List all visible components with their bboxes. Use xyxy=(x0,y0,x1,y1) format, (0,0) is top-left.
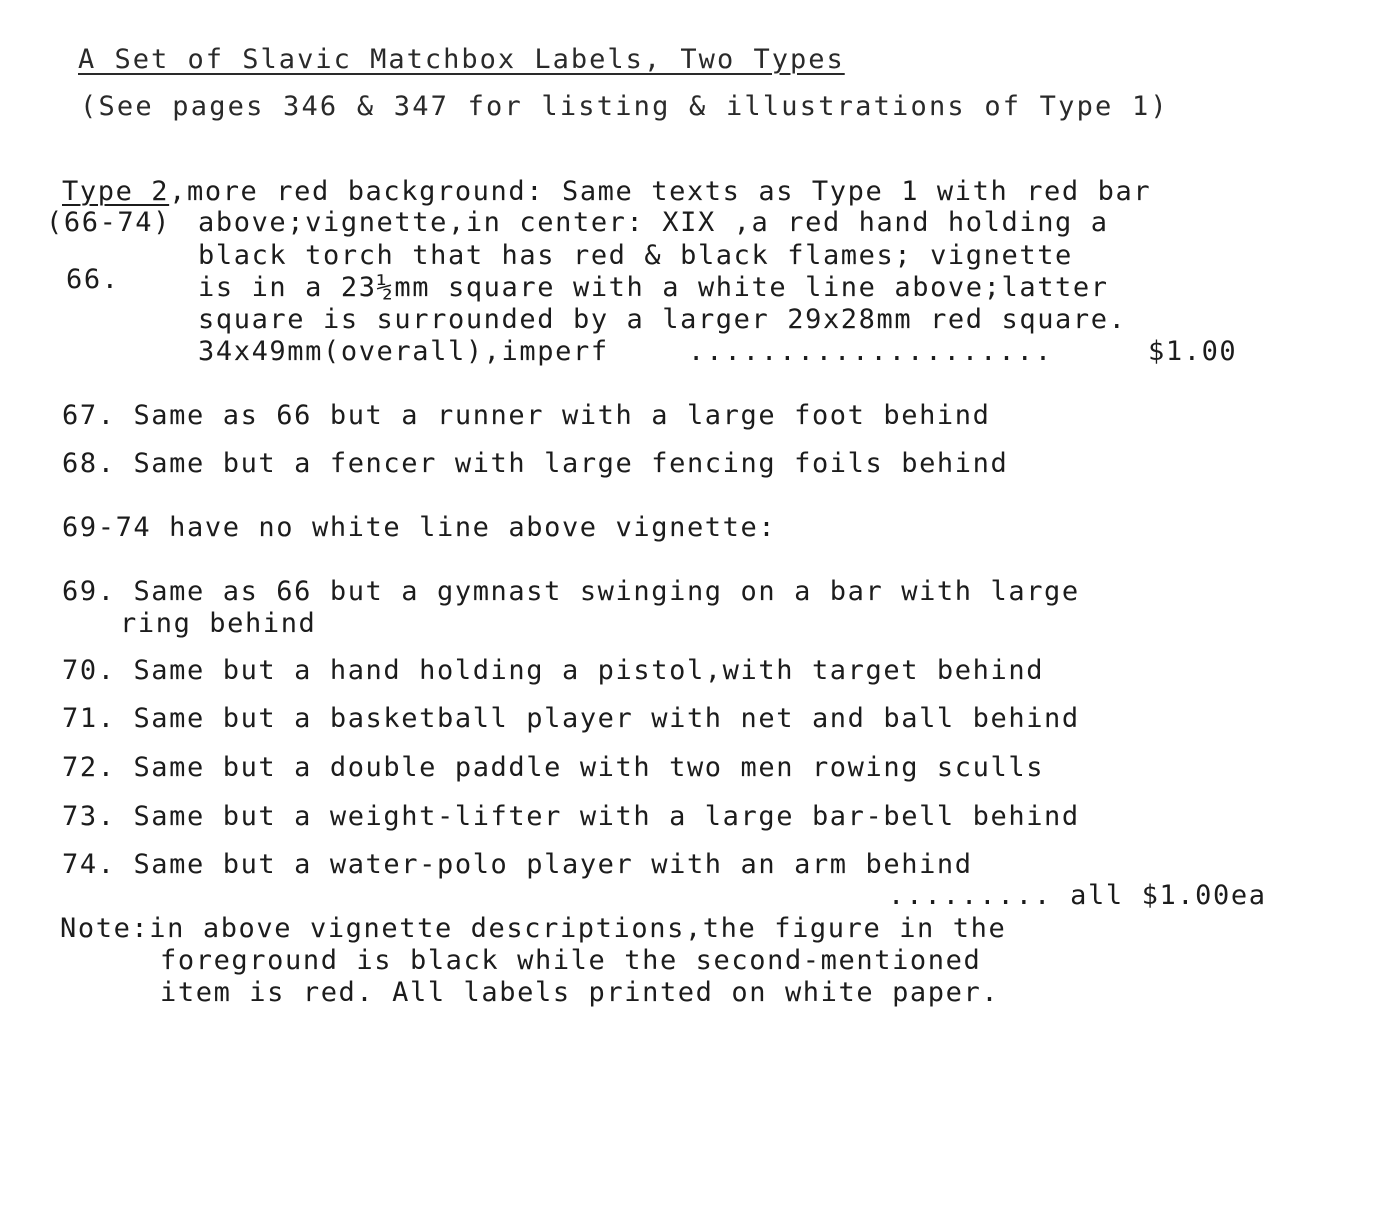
type2-line-4: is in a 23½mm square with a white line above;latter xyxy=(198,272,1109,303)
item-text: Same as 66 but a gymnast swinging on a bar with large xyxy=(133,576,1080,607)
item-text: Same but a fencer with large fencing foils behind xyxy=(133,448,1009,479)
item-number-66: 66. xyxy=(66,264,120,295)
price-leader-dots: ......... xyxy=(888,880,1053,911)
list-item xyxy=(62,655,1044,687)
list-item xyxy=(62,801,1080,833)
list-item xyxy=(62,849,973,881)
all-price-line xyxy=(888,880,1267,912)
note-line-3: item is red. All labels printed on white paper. xyxy=(160,977,1000,1008)
item-text: Same but a double paddle with two men rowing sculls xyxy=(133,752,1045,783)
group-note: 69-74 have no white line above vignette: xyxy=(62,512,777,543)
item-number: 71. xyxy=(62,703,116,734)
list-item xyxy=(62,448,1008,480)
item-text: Same but a water-polo player with an arm behind xyxy=(133,849,973,880)
type2-line-2: above;vignette,in center: XIX ,a red hand holding a xyxy=(198,207,1109,238)
item-number: 73. xyxy=(62,801,116,832)
document-title: A Set of Slavic Matchbox Labels, Two Types xyxy=(78,44,845,75)
all-price: all $1.00ea xyxy=(1070,880,1267,911)
item-66-price: $1.00 xyxy=(1148,336,1238,367)
list-item xyxy=(62,752,1044,784)
type2-line-5: square is surrounded by a larger 29x28mm red square. xyxy=(198,304,1127,335)
document-subtitle: (See pages 346 & 347 for listing & illustrations of Type 1) xyxy=(80,91,1169,122)
item-text: Same as 66 but a runner with a large foot behind xyxy=(133,400,991,431)
price-leader-dots: .................... xyxy=(688,336,1054,367)
type2-range: (66-74) xyxy=(46,207,171,238)
note-line-1: Note:in above vignette descriptions,the figure in the xyxy=(60,913,1007,944)
item-text: Same but a hand holding a pistol,with target behind xyxy=(133,655,1045,686)
item-number: 68. xyxy=(62,448,116,479)
item-number: 72. xyxy=(62,752,116,783)
item-text: Same but a basketball player with net and ball behind xyxy=(133,703,1080,734)
item-69-continuation: ring behind xyxy=(120,608,317,639)
item-number: 70. xyxy=(62,655,116,686)
note-line-2: foreground is black while the second-mentioned xyxy=(160,945,982,976)
item-number: 67. xyxy=(62,400,116,431)
type2-first-line xyxy=(62,176,1151,208)
list-item xyxy=(62,576,1080,608)
list-item xyxy=(62,703,1080,735)
type2-line-6: 34x49mm(overall),imperf xyxy=(198,336,609,367)
type2-line-3: black torch that has red & black flames; vignette xyxy=(198,240,1073,271)
type2-heading-rest: ,more red background: Same texts as Type 1 with red bar xyxy=(169,176,1152,207)
list-item xyxy=(62,400,991,432)
item-number: 69. xyxy=(62,576,116,607)
item-text: Same but a weight-lifter with a large bar-bell behind xyxy=(133,801,1080,832)
item-number: 74. xyxy=(62,849,116,880)
type2-heading: Type 2 xyxy=(62,176,170,207)
